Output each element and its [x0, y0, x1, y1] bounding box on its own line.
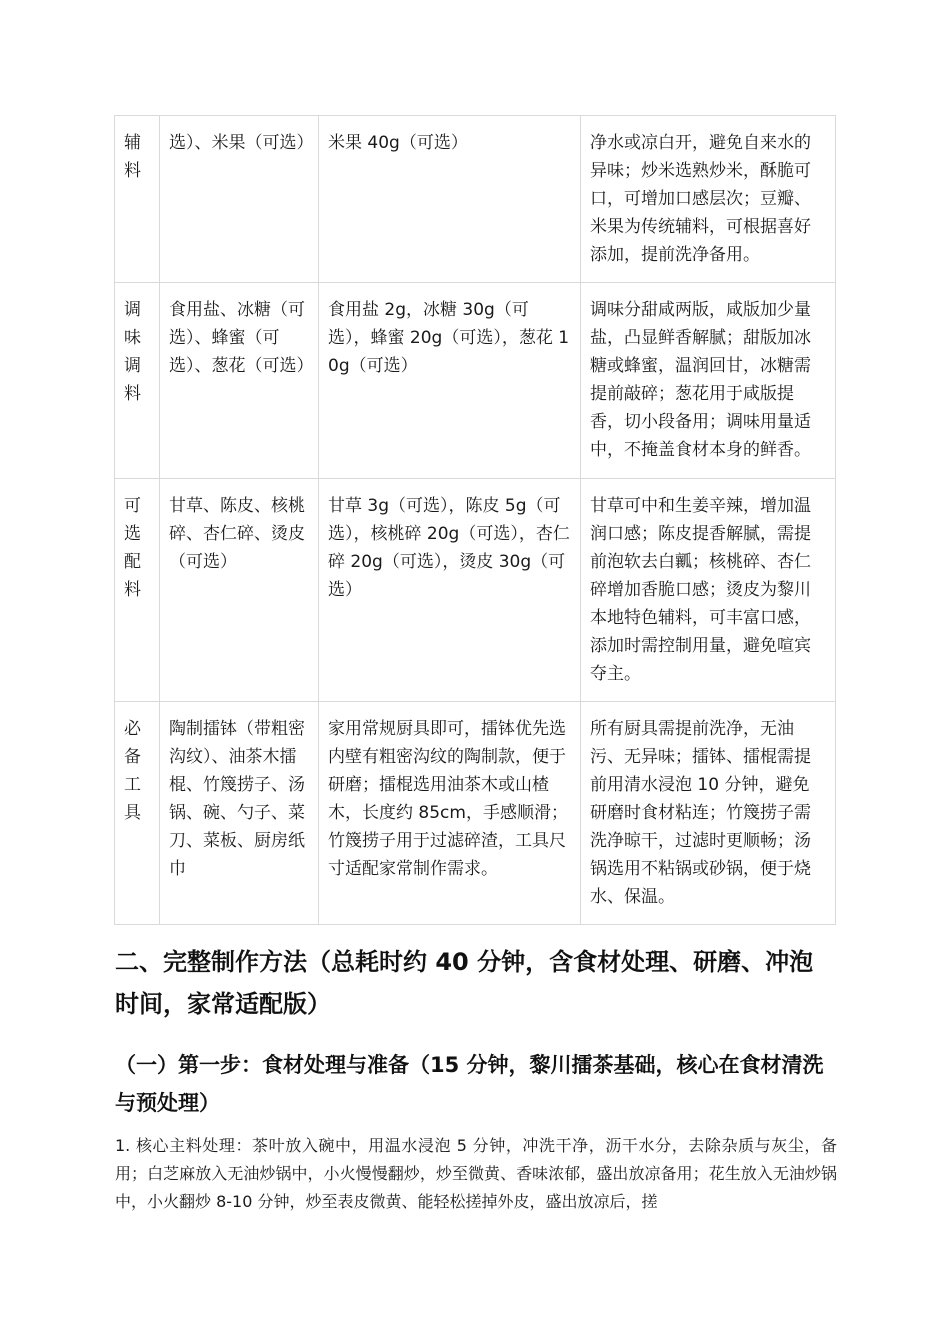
table-row — [115, 479, 836, 702]
row-notes: 甘草可中和生姜辛辣，增加温润口感；陈皮提香解腻，需提前泡软去白瓤；核桃碎、杏仁碎增加香脆口感；烫皮为黎川本地特色辅料，可丰富口感，添加时需控制用量，避免喧宾夺主。 — [581, 479, 836, 702]
table-row — [115, 283, 836, 479]
row-items: 食用盐、冰糖（可选）、蜂蜜（可选）、葱花（可选） — [160, 283, 319, 479]
table-row — [115, 702, 836, 925]
subsection-heading: （一）第一步：食材处理与准备（15 分钟，黎川擂茶基础，核心在食材清洗与预处理） — [115, 1053, 824, 1115]
section-heading: 二、完整制作方法（总耗时约 40 分钟，含食材处理、研磨、冲泡时间，家常适配版） — [115, 948, 814, 1018]
body-paragraph: 1. 核心主料处理：茶叶放入碗中，用温水浸泡 5 分钟，冲洗干净，沥干水分，去除杂质与灰尘，备用；白芝麻放入无油炒锅中，小火慢慢翻炒，炒至微黄、香味浓郁，盛出放凉备用；花生放入无油炒锅中，小火翻炒 8-10 分钟，炒至表皮微黄、能轻松搓掉外皮，盛出放凉后，搓 — [115, 1136, 837, 1211]
row-amount: 米果 40g（可选） — [319, 116, 581, 283]
row-category: 调味调料 — [115, 283, 160, 479]
row-items: 陶制擂钵（带粗密沟纹）、油茶木擂棍、竹篾捞子、汤锅、碗、勺子、菜刀、菜板、厨房纸巾 — [160, 702, 319, 925]
row-notes: 所有厨具需提前洗净，无油污、无异味；擂钵、擂棍需提前用清水浸泡 10 分钟，避免研磨时食材粘连；竹篾捞子需洗净晾干，过滤时更顺畅；汤锅选用不粘锅或砂锅，便于烧水、保温。 — [581, 702, 836, 925]
row-amount: 甘草 3g（可选），陈皮 5g（可选），核桃碎 20g（可选），杏仁碎 20g（可选），烫皮 30g（可选） — [319, 479, 581, 702]
row-category: 辅料 — [115, 116, 160, 283]
row-items: 选）、米果（可选） — [160, 116, 319, 283]
row-category: 可选配料 — [115, 479, 160, 702]
table-row — [115, 116, 836, 283]
row-amount: 家用常规厨具即可，擂钵优先选内壁有粗密沟纹的陶制款，便于研磨；擂棍选用油茶木或山楂木，长度约 85cm，手感顺滑；竹篾捞子用于过滤碎渣，工具尺寸适配家常制作需求。 — [319, 702, 581, 925]
row-notes: 净水或凉白开，避免自来水的异味；炒米选熟炒米，酥脆可口，可增加口感层次；豆瓣、米果为传统辅料，可根据喜好添加，提前洗净备用。 — [581, 116, 836, 283]
row-notes: 调味分甜咸两版，咸版加少量盐，凸显鲜香解腻；甜版加冰糖或蜂蜜，温润回甘，冰糖需提前敲碎；葱花用于咸版提香，切小段备用；调味用量适中，不掩盖食材本身的鲜香。 — [581, 283, 836, 479]
row-category: 必备工具 — [115, 702, 160, 925]
row-items: 甘草、陈皮、核桃碎、杏仁碎、烫皮（可选） — [160, 479, 319, 702]
row-amount: 食用盐 2g，冰糖 30g（可选），蜂蜜 20g（可选），葱花 10g（可选） — [319, 283, 581, 479]
ingredients-table — [114, 115, 836, 925]
